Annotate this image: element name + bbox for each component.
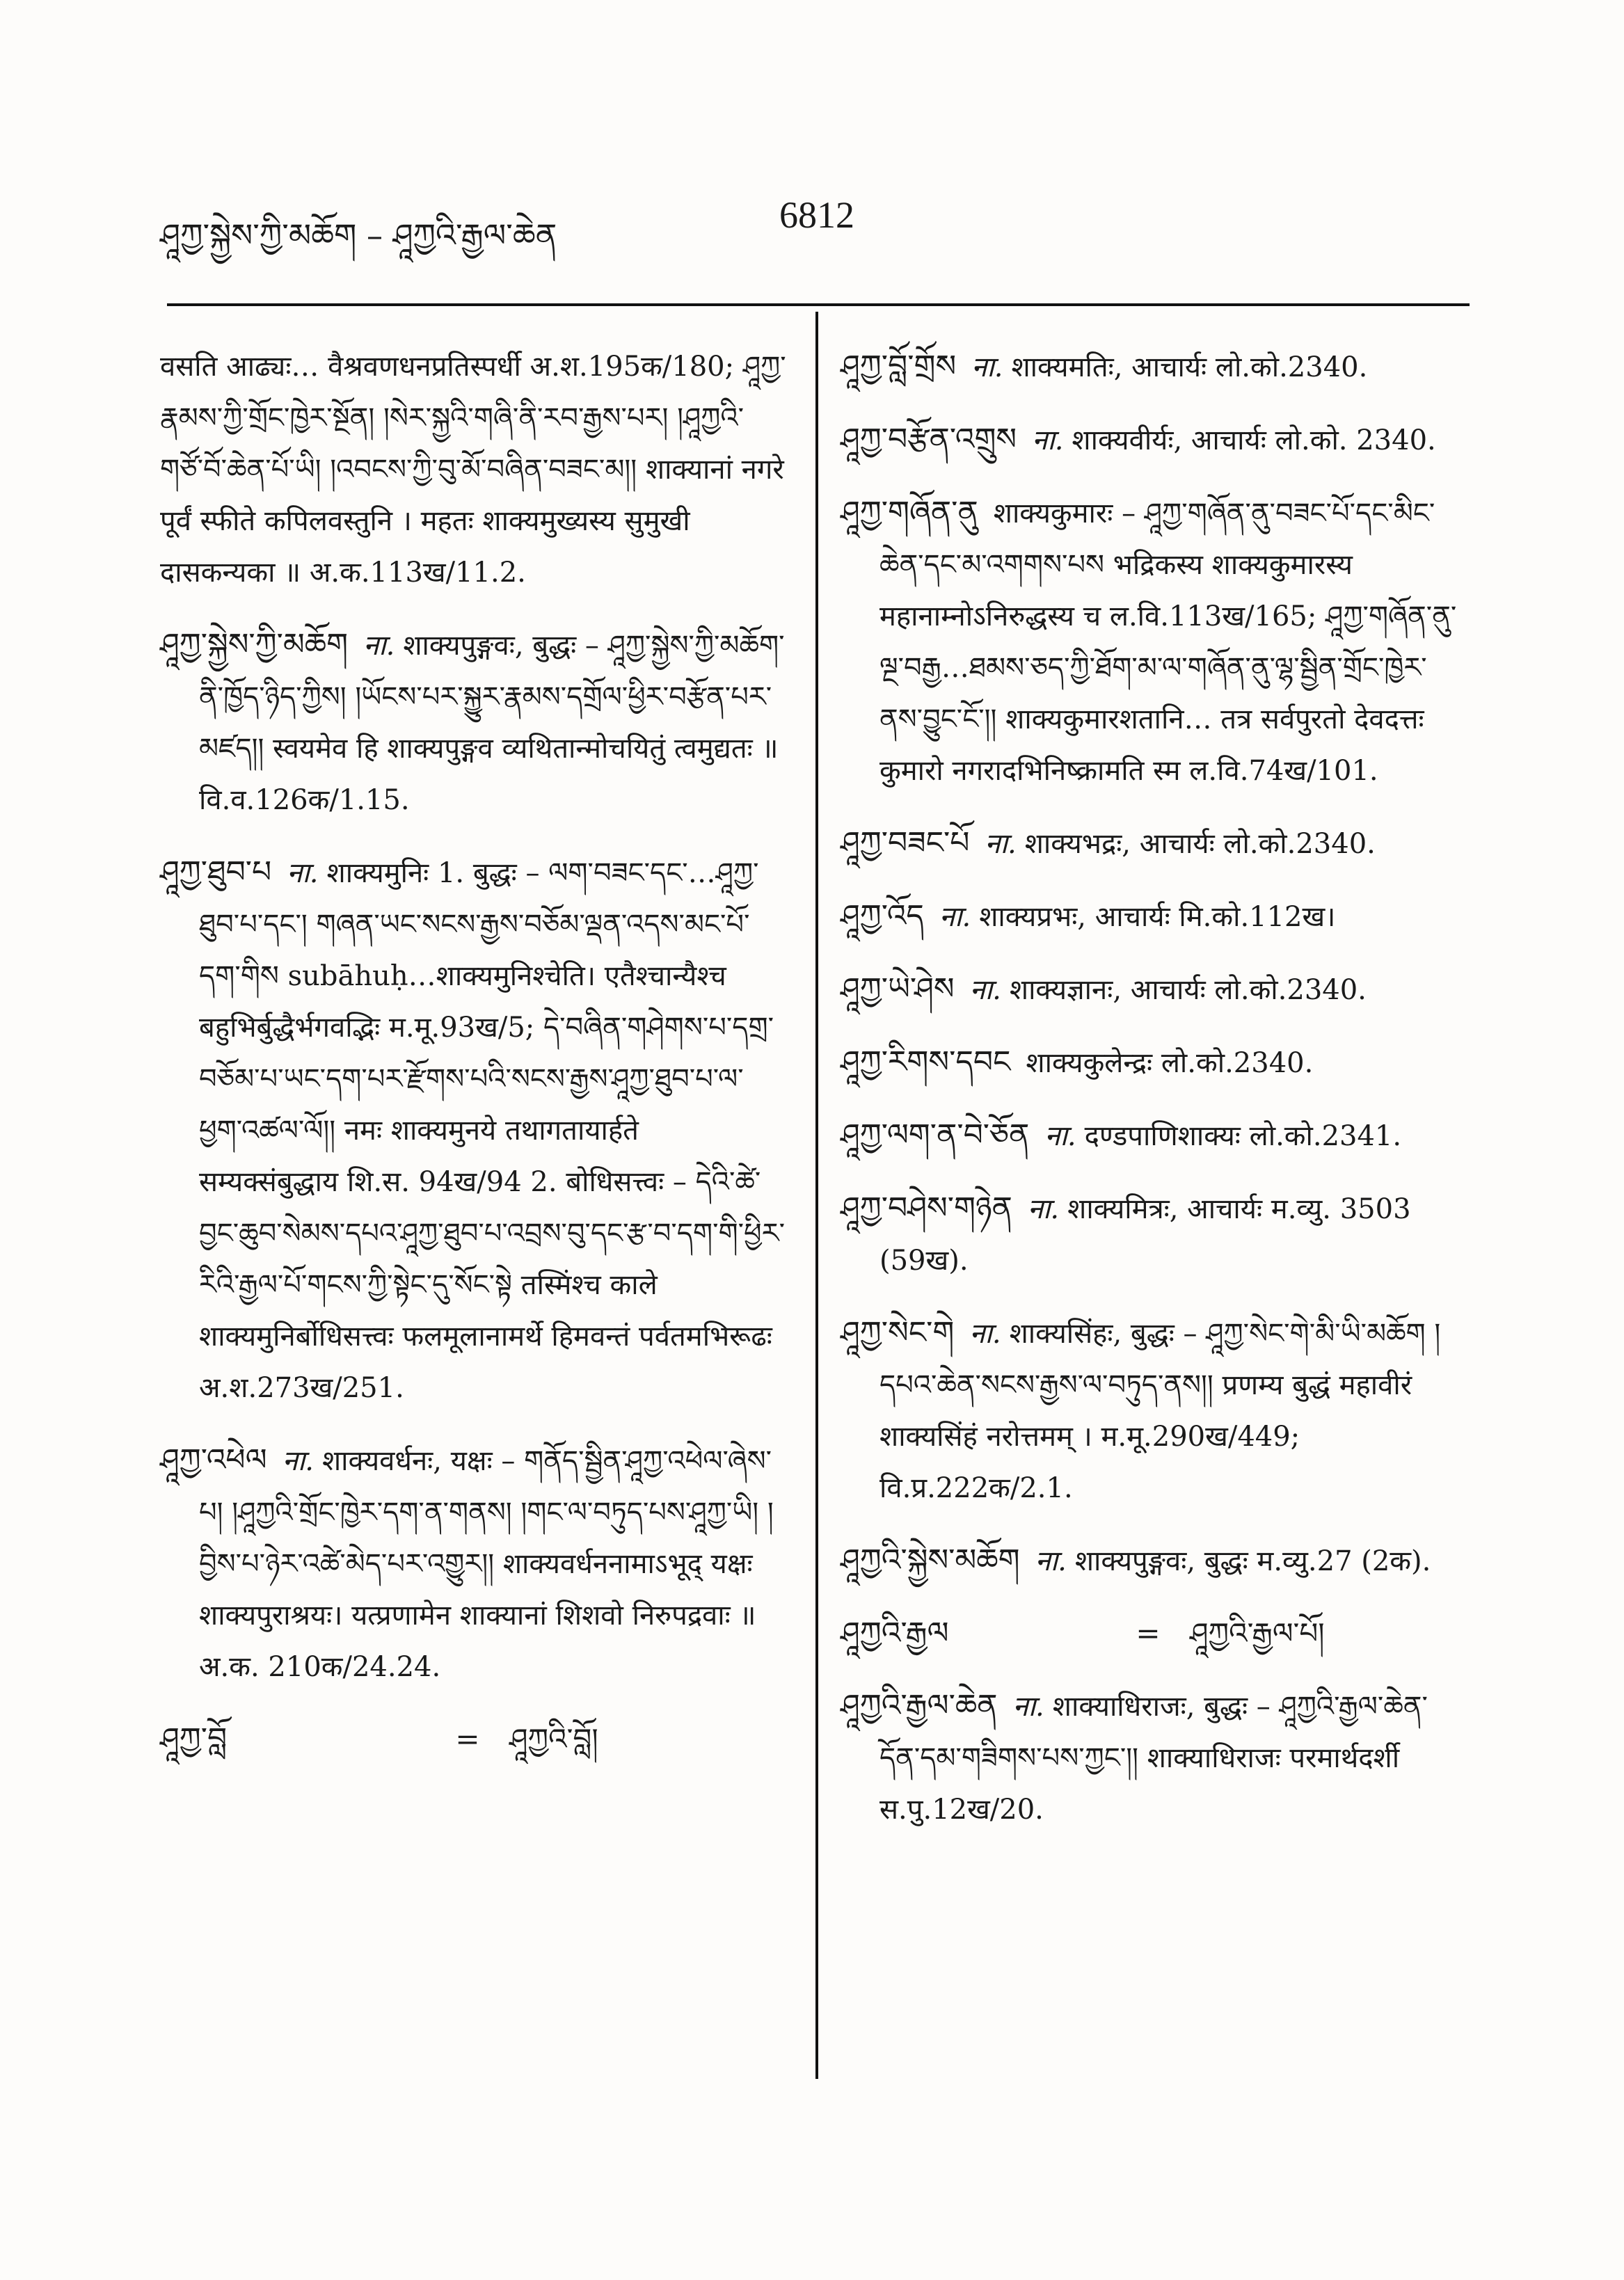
entry-headword: ཤཱཀྱ་ལག་ན་བེ་ཅོན [841,1117,1030,1153]
dictionary-entry [841,341,1467,393]
cross-reference-entry [160,1714,786,1765]
entry-headword: ཤཱཀྱ་སེང་གེ [841,1315,955,1350]
entry-abbreviation: ना. [282,1445,314,1477]
dictionary-entry [841,1535,1467,1587]
entry-body: शाक्यवीर्यः, आचार्यः लो.को. 2340. [1072,424,1436,456]
cross-reference-target: ཤཱཀྱའི་བློ། [509,1722,598,1756]
left-column [160,341,786,1786]
page-number: 6812 [779,194,854,236]
dictionary-entry [841,487,1467,797]
cross-reference-target: ཤཱཀྱའི་རྒྱལ་པོ། [1190,1616,1325,1650]
entry-abbreviation: ना. [363,630,395,662]
entry-abbreviation: ना. [1044,1120,1076,1152]
entry-headword: ཤཱཀྱ་བློ་གྲོས [841,349,957,384]
entry-body: शाक्यमतिः, आचार्यः लो.को.2340. [1011,351,1368,383]
equals-sign: = [455,1722,480,1756]
entry-body: शाक्यसिंहः, बुद्धः – ཤཱཀྱ་སེང་གེ་མི་ཡི་མཆོག །དཔའ་ཆེན་སངས་རྒྱས་ལ་བཏུད་ནས།། प्रणम्य बुद्धं महावीरं शाक्यसिंहं नरोत्तमम् । म.मू.290ख/449; वि.प्र.222क/2.1. [879,1318,1441,1504]
entry-body: वसति आढ्यः… वैश्रवणधनप्रतिस्पर्धी अ.श.195क/180; ཤཱཀྱ་རྣམས་ཀྱི་གྲོང་ཁྱེར་སྔོན། །སེར་སྐྱའི་གཞི་ནི་རབ་རྒྱས་པར། །ཤཱཀྱའི་གཙོ་བོ་ཆེན་པོ་ཡི། །འབངས་ཀྱི་བུ་མོ་བཞིན་བཟང་མ།། शाक्यानां नगरे पूर्वं स्फीते कपिलवस्तुनि । महतः शाक्यमुख्यस्य सुमुखी दासकन्यका ॥ अ.क.113ख/11.2. [160,351,786,589]
column-rule [815,312,818,2079]
entry-headword: ཤཱཀྱ་ཡེ་ཤེས [841,971,955,1007]
dictionary-entry [160,1435,786,1693]
entry-abbreviation: ना. [287,857,319,889]
dictionary-entry [841,1037,1467,1089]
dictionary-entry [841,1680,1467,1835]
entry-abbreviation: ना. [985,828,1017,860]
entry-body: शाक्यकुमारः – ཤཱཀྱ་གཞོན་ནུ་བཟང་པོ་དང་མིང་ཆེན་དང་མ་འགགས་པས भद्रिकस्य शाक्यकुमारस्य महानाम्नोऽनिरुद्धस्य च ल.वि.113ख/165; ཤཱཀྱ་གཞོན་ནུ་ལྔ་བརྒྱ…ཐམས་ཅད་ཀྱི་ཐོག་མ་ལ་གཞོན་ནུ་ལྷ་སྦྱིན་གྲོང་ཁྱེར་ནས་བྱུང་ངོ་།། शाक्यकुमारशतानि… तत्र सर्वपुरतो देवदत्तः कुमारो नगरादभिनिष्क्रामति स्म ल.वि.74ख/101. [879,497,1457,787]
entry-abbreviation: ना. [971,351,1003,383]
dictionary-entry [841,891,1467,943]
running-head: ཤཱཀྱ་སྐྱེས་ཀྱི་མཆོག – ཤཱཀྱའི་རྒྱལ་ཆེན [160,216,557,254]
entry-abbreviation: ना. [939,901,971,933]
entry-headword: ཤཱཀྱ་བཟང་པོ [841,825,970,861]
entry-body: दण्डपाणिशाक्यः लो.को.2341. [1084,1120,1402,1152]
entry-body: शाक्यज्ञानः, आचार्यः लो.को.2340. [1009,974,1367,1006]
dictionary-entry [160,619,786,826]
entry-headword: ཤཱཀྱ་ཐུབ་པ [160,854,272,890]
entry-headword: ཤཱཀྱ་བློ [160,1721,228,1757]
header-rule [167,303,1470,306]
entry-abbreviation: ना. [969,974,1001,1006]
entry-abbreviation: ना. [969,1318,1001,1350]
entry-body: शाक्याधिराजः, बुद्धः – ཤཱཀྱའི་རྒྱལ་ཆེན་དོན་དམ་གཟིགས་པས་ཀྱང་།། शाक्याधिराजः परमार्थदर्शी स.पु.12ख/20. [879,1691,1428,1826]
entry-body: शाक्यकुलेन्द्रः लो.को.2340. [1026,1047,1314,1079]
right-column [841,341,1467,1856]
entry-body: शाक्यमुनिः 1. बुद्धः – ལག་བཟང་དང་…ཤཱཀྱ་ཐུབ་པ་དང་། གཞན་ཡང་སངས་རྒྱས་བཅོམ་ལྡན་འདས་མང་པོ་དག་གིས subāhuḥ…शाक्यमुनिश्चेति। एतैश्चान्यैश्च बहुभिर्बुद्धैर्भगवद्भिः म.मू.93ख/5; དེ་བཞིན་གཤེགས་པ་དགྲ་བཅོམ་པ་ཡང་དག་པར་རྫོགས་པའི་སངས་རྒྱས་ཤཱཀྱ་ཐུབ་པ་ལ་ཕྱག་འཚལ་ལོ།། नमः शाक्यमुनये तथागतायार्हते सम्यक्संबुद्धाय शि.स. 94ख/94 2. बोधिसत्त्वः – དེའི་ཚེ་བྱང་ཆུབ་སེམས་དཔའ་ཤཱཀྱ་ཐུབ་པ་འབྲས་བུ་དང་རྩ་བ་དག་གི་ཕྱིར་རིའི་རྒྱལ་པོ་གངས་ཀྱི་སྟེང་དུ་སོང་སྟེ तस्मिंश्च काले शाक्यमुनिर्बोधिसत्त्वः फलमूलानामर्थे हिमवन्तं पर्वतमभिरूढः अ.श.273ख/251. [199,857,785,1404]
entry-body: शाक्यप्रभः, आचार्यः मि.को.112ख। [979,901,1336,933]
entry-continuation [160,341,786,598]
dictionary-entry [841,1110,1467,1162]
entry-headword: ཤཱཀྱ་འཕེལ [160,1442,267,1478]
entry-body: शाक्यभद्रः, आचार्यः लो.को.2340. [1024,828,1376,860]
entry-headword: ཤཱཀྱ་གཞོན་ནུ [841,495,978,530]
entry-abbreviation: ना. [1027,1193,1060,1225]
dictionary-entry [841,964,1467,1016]
entry-body: शाक्यपुङ्गवः, बुद्धः – ཤཱཀྱ་སྐྱེས་ཀྱི་མཆོག་ནི་ཁྱོད་ཉིད་ཀྱིས། །ཡོངས་པར་སྐྱུར་རྣམས་དགྲོལ་ཕྱིར་བརྩོན་པར་མཛད།། स्वयमेव हि शाक्यपुङ्गव व्यथितान्मोचयितुं त्वमुद्यतः ॥ वि.व.126क/1.15. [199,630,785,816]
entry-headword: ཤཱཀྱ་བརྩོན་འགྲུས [841,422,1017,457]
entry-headword: ཤཱཀྱ་རིགས་དབང [841,1044,1011,1080]
dictionary-entry [841,818,1467,870]
entry-headword: ཤཱཀྱ་འོད [841,898,924,934]
entry-abbreviation: ना. [1035,1545,1067,1577]
entry-headword: ཤཱཀྱ་བཤེས་གཉེན [841,1190,1012,1226]
entry-abbreviation: ना. [1012,1691,1044,1723]
entry-body: शाक्यवर्धनः, यक्षः – གནོད་སྦྱིན་ཤཱཀྱ་འཕེལ་ཞེས་པ། །ཤཱཀྱའི་གྲོང་ཁྱེར་དག་ན་གནས། །གང་ལ་བཏུད་པས་ཤཱཀྱ་ཡི། །བྱིས་པ་ཉེར་འཚེ་མེད་པར་འགྱུར།། शाक्यवर्धननामाऽभूद् यक्षः शाक्यपुराश्रयः। यत्प्रणामेन शाक्यानां शिशवो निरुपद्रवाः ॥ अ.क. 210क/24.24. [199,1445,774,1683]
entry-abbreviation: ना. [1032,424,1064,456]
entry-headword: ཤཱཀྱའི་རྒྱལ་ཆེན [841,1688,998,1723]
page-header [160,193,1468,254]
entry-headword: ཤཱཀྱའི་སྐྱེས་མཆོག [841,1542,1020,1578]
dictionary-entry [841,1183,1467,1286]
dictionary-entry [841,414,1467,466]
entry-body: शाक्यपुङ्गवः, बुद्धः म.व्यु.27 (2क). [1074,1545,1431,1577]
equals-sign: = [1136,1616,1161,1650]
dictionary-entry [160,847,786,1414]
entry-body: शाक्यमित्रः, आचार्यः म.व्यु. 3503 (59ख). [879,1193,1411,1277]
entry-headword: ཤཱཀྱའི་རྒྱལ [841,1616,949,1651]
dictionary-entry [841,1307,1467,1514]
entry-headword: ཤཱཀྱ་སྐྱེས་ཀྱི་མཆོག [160,627,349,662]
cross-reference-entry [841,1608,1467,1659]
